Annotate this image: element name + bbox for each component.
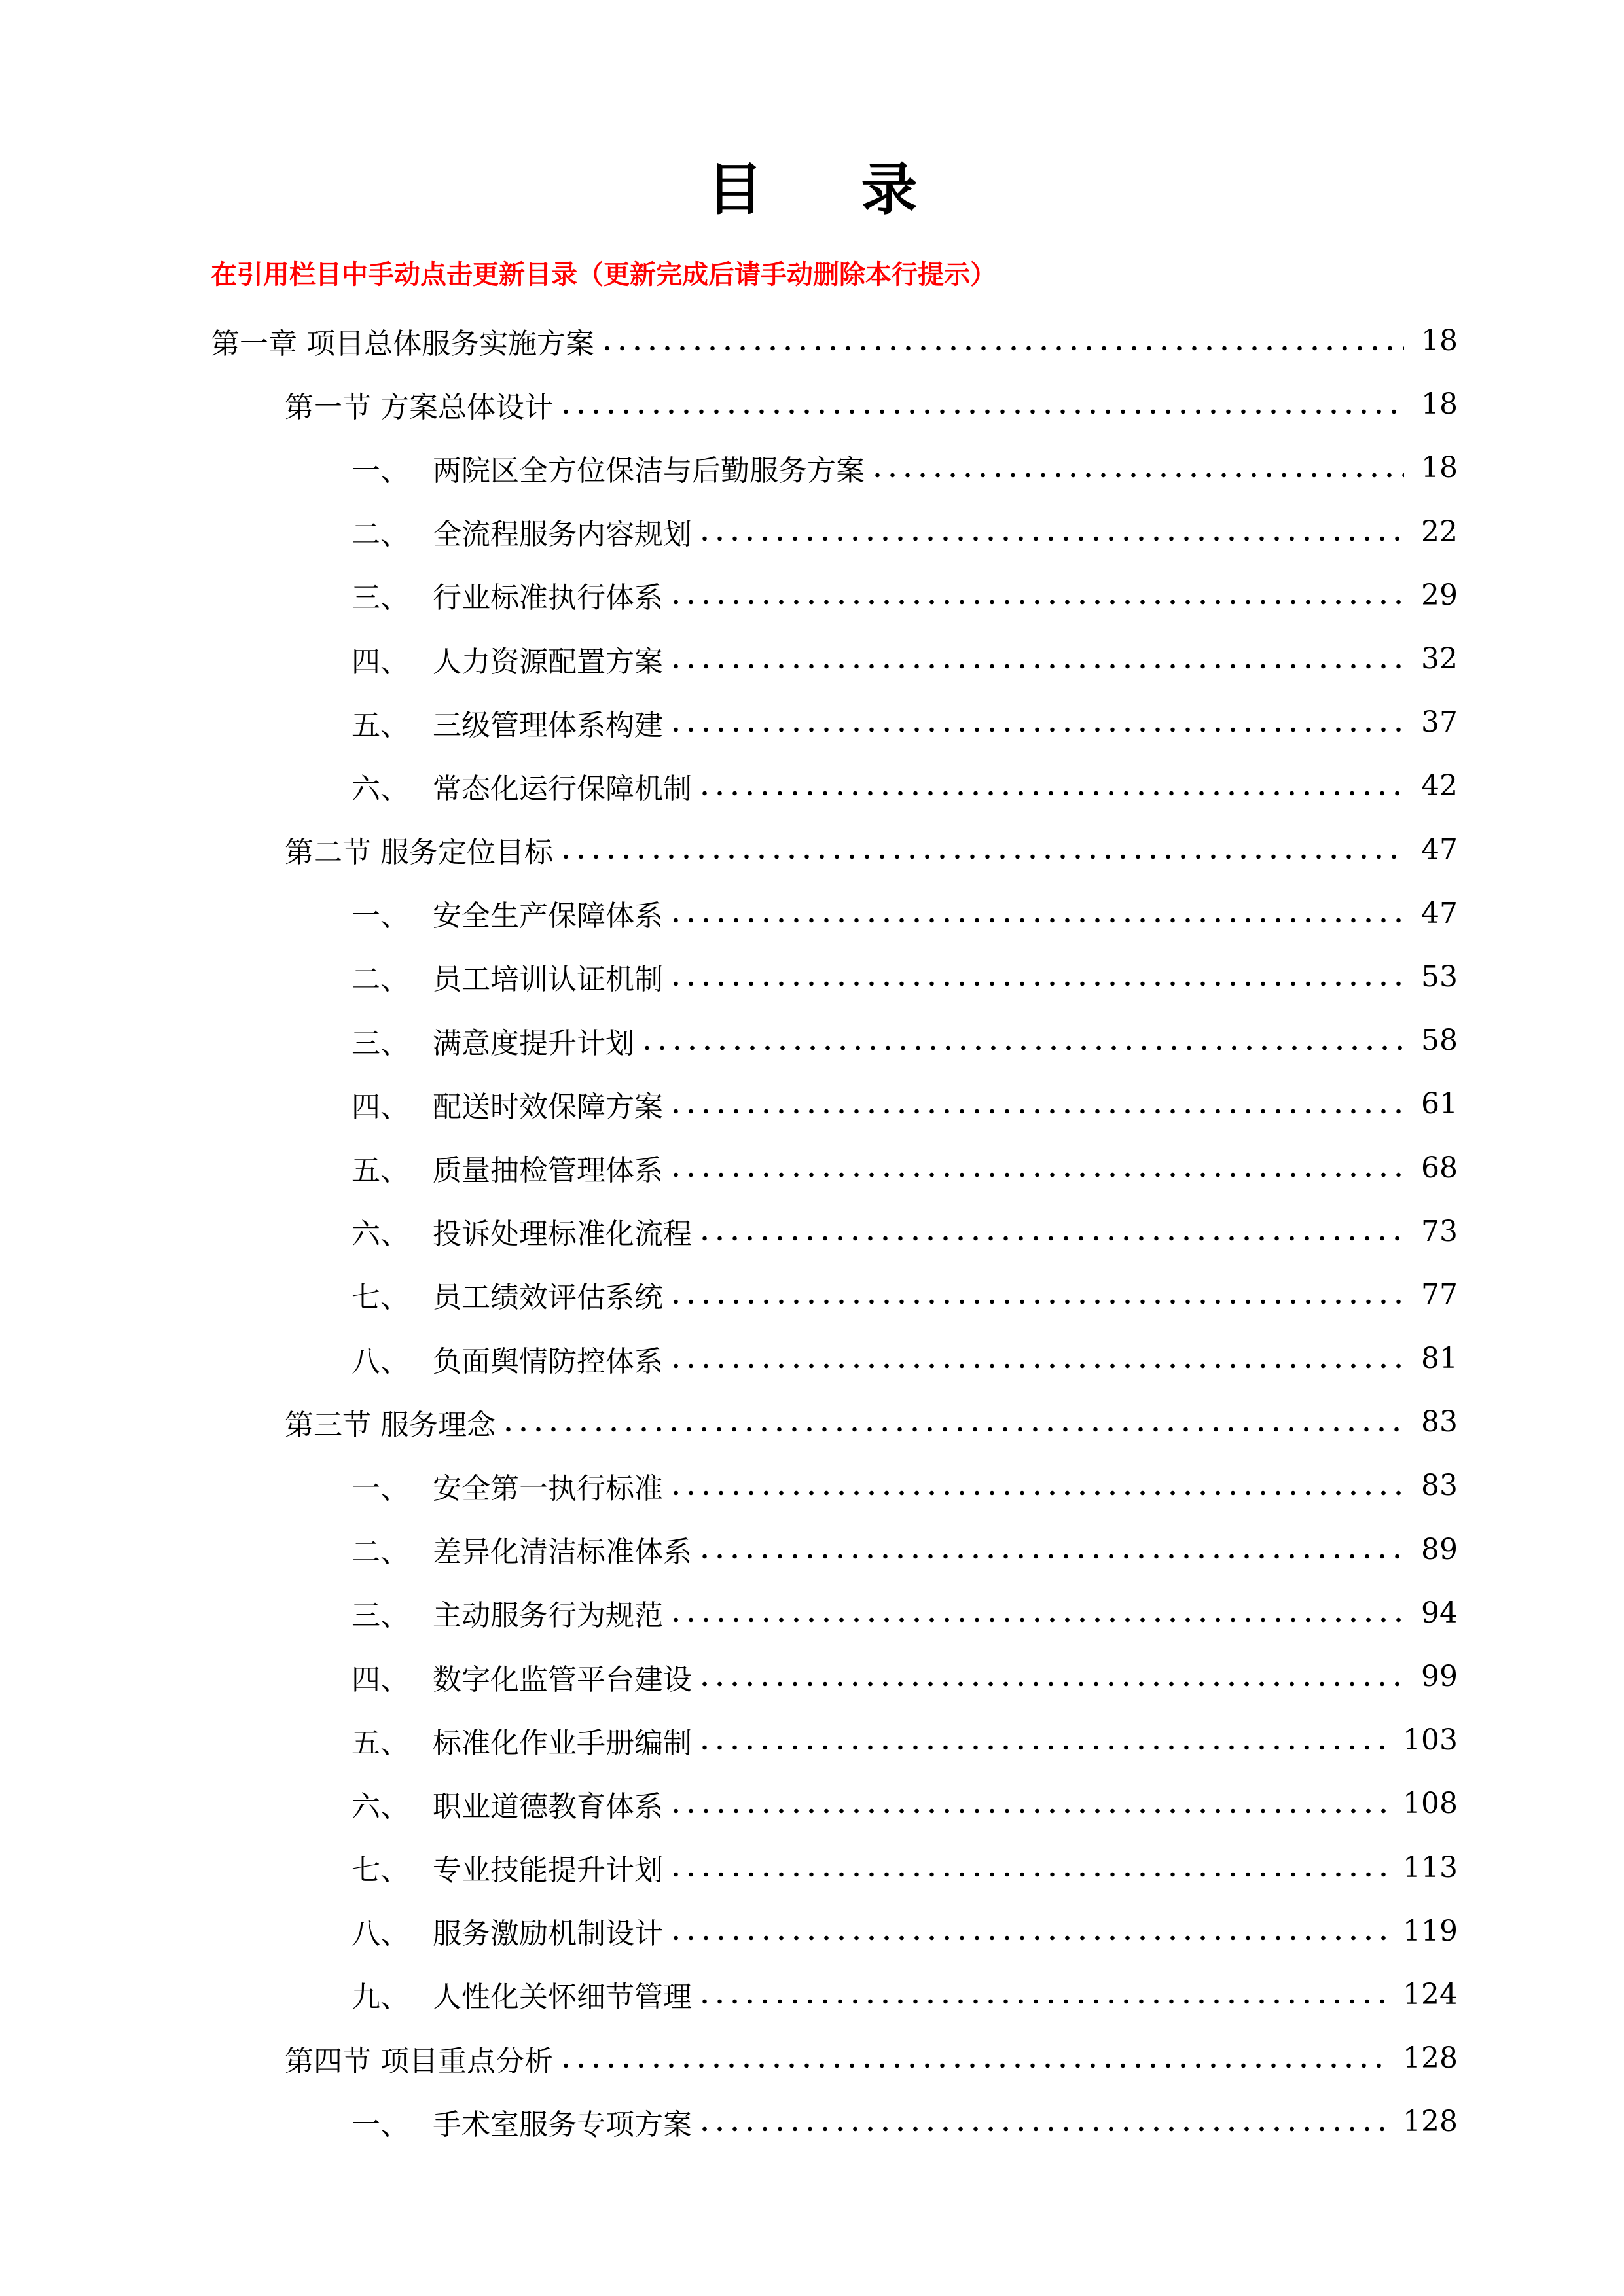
toc-entry-page-number: 83 [1421,1405,1458,1439]
dot-leader [668,1934,1388,1942]
toc-entry[interactable] [0,1645,1624,1708]
toc-entry-page-number: 47 [1421,833,1458,867]
toc-entry[interactable] [0,1136,1624,1199]
toc-entry-title: 员工绩效评估系统 [433,1281,663,1315]
toc-entry-number: 八、 [352,1917,409,1951]
toc-entry[interactable] [0,1009,1624,1072]
toc-entry-page-number: 61 [1421,1087,1458,1121]
toc-entry[interactable] [0,1772,1624,1835]
dot-leader [697,1552,1404,1560]
toc-entry[interactable] [0,1899,1624,1963]
toc-entry-page-number: 94 [1421,1596,1458,1630]
dot-leader [668,726,1404,734]
toc-entry-number: 三、 [352,1599,409,1633]
toc-entry[interactable] [0,1200,1624,1263]
toc-entry-page-number: 18 [1421,451,1458,485]
toc-entry-title: 第二节 服务定位目标 [285,836,553,870]
toc-entry[interactable] [0,882,1624,945]
toc-entry-title: 第一节 方案总体设计 [285,390,553,424]
dot-leader [501,1426,1404,1433]
page-title: 目 录 [706,157,957,223]
toc-entry[interactable] [0,627,1624,691]
toc-entry-title: 第一章 项目总体服务实施方案 [211,327,594,361]
toc-entry-title: 手术室服务专项方案 [433,2108,692,2142]
toc-entry-number: 九、 [352,1981,409,2015]
toc-entry-page-number: 128 [1403,2041,1458,2075]
toc-entry-title: 服务激励机制设计 [433,1917,663,1951]
toc-entry[interactable] [0,754,1624,817]
toc-entry-page-number: 81 [1421,1342,1458,1376]
dot-leader [668,1107,1404,1115]
toc-entry-page-number: 58 [1421,1024,1458,1058]
toc-entry[interactable] [0,1836,1624,1899]
toc-entry[interactable] [0,1263,1624,1327]
toc-entry-page-number: 47 [1421,896,1458,930]
toc-entry[interactable] [0,1072,1624,1136]
toc-entry-page-number: 18 [1421,324,1458,358]
dot-leader [640,1044,1404,1052]
toc-entry[interactable] [0,818,1624,882]
dot-leader [668,662,1404,670]
toc-entry-number: 四、 [352,1090,409,1124]
dot-leader [697,1234,1404,1242]
toc-entry-title: 质量抽检管理体系 [433,1154,663,1188]
toc-entry-title: 常态化运行保障机制 [433,772,692,806]
toc-entry-number: 二、 [352,518,409,552]
toc-entry[interactable] [0,372,1624,436]
toc-entry-title: 标准化作业手册编制 [433,1726,692,1760]
toc-entry-title: 安全生产保障体系 [433,899,663,933]
dot-leader [558,2062,1388,2070]
toc-entry-title: 第三节 服务理念 [285,1408,496,1442]
toc-entry-number: 六、 [352,1217,409,1251]
toc-entry-page-number: 77 [1421,1278,1458,1312]
dot-leader [558,853,1404,861]
toc-entry-number: 五、 [352,708,409,742]
dot-leader [668,1871,1388,1878]
toc-entry[interactable] [0,945,1624,1009]
toc-entry-page-number: 18 [1421,387,1458,422]
toc-entry-number: 一、 [352,1471,409,1505]
toc-entry[interactable] [0,436,1624,499]
toc-entry-page-number: 128 [1403,2105,1458,2139]
toc-entry-page-number: 124 [1403,1977,1458,2011]
toc-entry-title: 主动服务行为规范 [433,1599,663,1633]
dot-leader [697,1998,1388,2005]
toc-entry-number: 七、 [352,1281,409,1315]
toc-entry-number: 二、 [352,1535,409,1570]
toc-entry-page-number: 29 [1421,578,1458,612]
dot-leader [697,1680,1404,1688]
toc-entry[interactable] [0,1518,1624,1581]
toc-entry-page-number: 37 [1421,706,1458,740]
toc-entry-title: 三级管理体系构建 [433,708,663,742]
toc-entry-page-number: 89 [1421,1532,1458,1566]
dot-leader [668,916,1404,924]
toc-entry-number: 一、 [352,899,409,933]
toc-entry[interactable] [0,1708,1624,1772]
toc-entry[interactable] [0,2090,1624,2153]
dot-leader [668,1362,1404,1370]
dot-leader [870,471,1404,479]
toc-entry-number: 五、 [352,1154,409,1188]
toc-entry-title: 专业技能提升计划 [433,1854,663,1888]
toc-entry-number: 四、 [352,645,409,679]
toc-entry-page-number: 108 [1403,1787,1458,1821]
dot-leader [668,1171,1404,1179]
toc-entry[interactable] [0,1390,1624,1454]
toc-entry-page-number: 73 [1421,1214,1458,1248]
toc-entry-title: 职业道德教育体系 [433,1789,663,1823]
toc-entry-number: 三、 [352,581,409,615]
toc-entry[interactable] [0,691,1624,754]
toc-entry-page-number: 103 [1403,1723,1458,1757]
toc-entry-page-number: 42 [1421,769,1458,803]
toc-entry-title: 数字化监管平台建设 [433,1662,692,1696]
toc-entry[interactable] [0,1327,1624,1390]
toc-entry-number: 三、 [352,1026,409,1060]
toc-entry[interactable] [0,309,1624,372]
dot-leader [668,1807,1388,1815]
toc-entry-title: 员工培训认证机制 [433,963,663,997]
toc-entry-number: 七、 [352,1854,409,1888]
table-of-contents [0,309,1624,2153]
toc-entry-page-number: 83 [1421,1469,1458,1503]
toc-entry-title: 差异化清洁标准体系 [433,1535,692,1570]
toc-entry-number: 二、 [352,963,409,997]
toc-entry[interactable] [0,1963,1624,2026]
toc-entry-page-number: 113 [1403,1850,1458,1884]
toc-entry-page-number: 32 [1421,642,1458,676]
dot-leader [668,980,1404,988]
dot-leader [668,1616,1404,1624]
dot-leader [668,1489,1404,1497]
toc-entry[interactable] [0,564,1624,627]
dot-leader [697,2125,1388,2133]
toc-entry-title: 两院区全方位保洁与后勤服务方案 [433,454,865,488]
toc-entry-number: 一、 [352,454,409,488]
toc-entry-title: 全流程服务内容规划 [433,518,692,552]
toc-entry-title: 人性化关怀细节管理 [433,1981,692,2015]
toc-entry-page-number: 68 [1421,1151,1458,1185]
toc-entry-title: 负面舆情防控体系 [433,1344,663,1378]
toc-entry-number: 八、 [352,1344,409,1378]
toc-entry-number: 五、 [352,1726,409,1760]
toc-entry-number: 六、 [352,772,409,806]
toc-entry[interactable] [0,2026,1624,2090]
dot-leader [697,1744,1388,1751]
toc-entry[interactable] [0,500,1624,564]
toc-entry-number: 六、 [352,1789,409,1823]
toc-entry-title: 配送时效保障方案 [433,1090,663,1124]
dot-leader [668,598,1404,606]
dot-leader [697,789,1404,797]
toc-entry[interactable] [0,1581,1624,1645]
toc-entry-page-number: 119 [1403,1914,1458,1948]
toc-entry-title: 人力资源配置方案 [433,645,663,679]
update-toc-hint: 在引用栏目中手动点击更新目录（更新完成后请手动删除本行提示） [211,260,996,290]
dot-leader [697,535,1404,543]
toc-entry-title: 投诉处理标准化流程 [433,1217,692,1251]
dot-leader [600,344,1404,352]
toc-entry-page-number: 22 [1421,514,1458,548]
toc-entry-title: 第四节 项目重点分析 [285,2044,553,2078]
toc-entry-title: 满意度提升计划 [433,1026,634,1060]
toc-entry-number: 一、 [352,2108,409,2142]
toc-entry-number: 四、 [352,1662,409,1696]
toc-entry-title: 安全第一执行标准 [433,1471,663,1505]
toc-entry-page-number: 99 [1421,1660,1458,1694]
toc-entry-page-number: 53 [1421,960,1458,994]
toc-entry[interactable] [0,1454,1624,1517]
toc-entry-title: 行业标准执行体系 [433,581,663,615]
dot-leader [558,408,1404,416]
dot-leader [668,1298,1404,1306]
